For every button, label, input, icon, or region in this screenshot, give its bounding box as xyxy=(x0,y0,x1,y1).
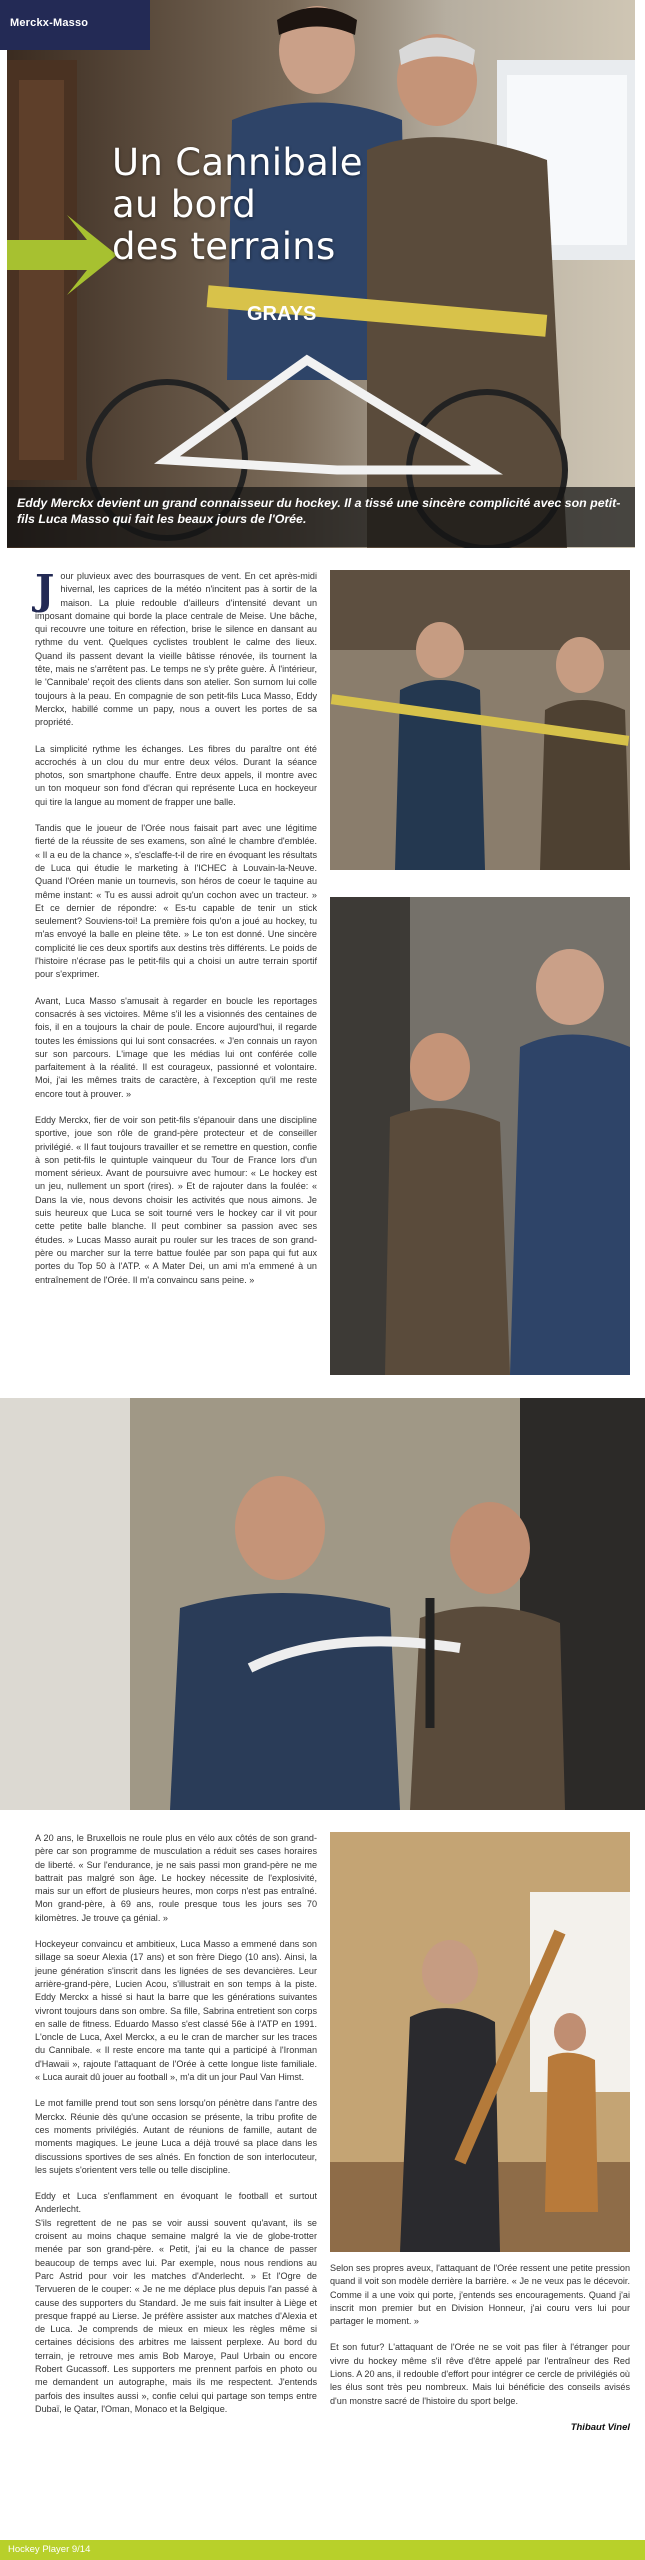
article-paragraph: Et son futur? L'attaquant de l'Orée ne se voit pas filer à l'étranger pour vivre du hockey même s'il rêve d'être appelé par l'entraîneur des Red Lions. A 20 ans, il redouble d'effort pour intégrer ce cercle de privilégiés où les élus sont très peu nombreux. Mais lui bénéficie des conseils avisés d'un monstre sacré de l'histoire du sport belge. xyxy=(330,2342,630,2406)
article-paragraph: Avant, Luca Masso s'amusait à regarder en boucle les reportages consacrés à ses victoires. Même s'il les a visionnés des centaines de fois, il en a toujours la chair de poule. Encore aujourd'hui, il regarde toutes les émissions qui lui sont consacrées. « J'en connais un rayon sur son parcours. L'image que les médias lui ont conférée colle parfaitement à la réalité. Il est courageux, passionné et volontaire. Moi, j'ai les mêmes traits de caractère, à l'exception qu'il me reste encore tout à prouver. » xyxy=(35,995,317,1099)
article-paragraph: Selon ses propres aveux, l'attaquant de l'Orée ressent une petite pression quand il voit son modèle derrière la barrière. « Je ne veux pas le décevoir. Comme il a une voix qui porte, j'entends ses encouragements. Quand j'ai inscrit mon premier but en Division Honneur, j'ai couru vers lui pour partager le moment. » xyxy=(330,2263,630,2327)
paragraph-text: our pluvieux avec des bourrasques de vent. En cet après-midi hivernal, les caprices de la météo n'incitent pas à sortir de la maison. La pluie redouble d'ailleurs d'intensité devant un imposant domaine qui borde la place centrale de Meise. Une bâche, qui recouvre une toiture en réfection, brise le silence en dansant au rythme du vent. Quelques cyclistes troublent le calme des lieux. Quand ils passent devant la vieille bâtisse rénovée, ils tournent la tête, mais ne s'arrêtent pas. Le temps ne s'y prête guère. À l'intérieur, le 'Cannibale' reçoit des clients dans son atelier. Son surnom lui colle toujours à la peau. En compagnie de son petit-fils Luca Masso, Eddy Merckx, habillé comme un papy, nous a ouvert les portes de sa propriété. xyxy=(35,571,317,728)
article-paragraph: La simplicité rythme les échanges. Les fibres du paraître ont été accrochés à un clou du mur entre deux vélos. Durant la séance photos, son smartphone chauffe. Entre deux appels, il montre avec un ton moqueur son fond d'écran qui représente Luca en hockeyeur qui tire la langue au moment de frapper une balle. xyxy=(35,743,317,807)
workshop-photo-wide xyxy=(0,1398,645,1810)
hero-photo xyxy=(7,0,635,548)
hallway-photo xyxy=(330,1832,630,2252)
headline xyxy=(112,142,432,268)
workshop-photo-1 xyxy=(330,570,630,870)
section-tag: Merckx-Masso xyxy=(0,0,150,50)
article-paragraph: Hockeyeur convaincu et ambitieux, Luca Masso a emmené dans son sillage sa soeur Alexia (17 ans) et son frère Diego (10 ans). Ainsi, la jeune génération s'inscrit dans les lignées de ses devancières. Leur arrière-grand-père, Lucien Acou, s'illustrait en son temps à la piste. Eddy Merckx a hissé si haut la barre que les générations suivantes vivront toujours dans son ombre. Sa fille, Sabrina entretient son corps en salle de fitness. Eduardo Masso s'est classé 56e à l'ATP en 1991. L'oncle de Luca, Axel Merckx, a eu le cran de marcher sur les traces du Cannibale. « Il reste encore ma tante qui a participé à l'Ironman d'Hawaii », rajoute l'attaquant de l'Orée à cette longue liste familiale. « Luca aurait dû jouer au football », m'a dit un jour Paul Van Himst. xyxy=(35,1939,317,2083)
article-paragraph: A 20 ans, le Bruxellois ne roule plus en vélo aux côtés de son grand-père car son programme de musculation a réduit ses cases horaires de liberté. « Sur l'endurance, je ne sais passi mon grand-père ne me battrait pas malgré son âge. Le hockey nécessite de l'explosivité, mais sur un effort de plusieurs heures, mon corps n'est pas entraîné. Mon grand-père, à 69 ans, roule presque tous les jours ses 70 kilomètres. Je trouve ça génial. » xyxy=(35,1833,317,1923)
drop-cap: J xyxy=(35,566,55,614)
article-paragraph: Tandis que le joueur de l'Orée nous faisait part avec une légitime fierté de la réussite de ses examens, son aîné le chambre d'emblée. « Il a eu de la chance », s'esclaffe-t-il de rire en évoquant les résultats de Luca qui étudie le marketing à l'ICHEC à Louvain-la-Neuve. Quand l'Oréen manie un tournevis, son héros de coeur le taquine au même instant: « Tu es aussi adroit qu'un cochon avec un tracteur. » Et ce dernier de répondre: « Es-tu capable de tenir un stick seulement? Souviens-toi! La première fois qu'on a joué au hockey, tu m'as envoyé la balle en pleine tête. » Le ton est donné. Une sincère complicité lie ces deux sportifs aux destins très différents. Le poids de l'histoire n'écrase pas le petit-fils qui a choisi un autre terrain sportif pour s'exprimer. xyxy=(35,823,317,980)
article-paragraph: Eddy Merckx, fier de voir son petit-fils s'épanouir dans une discipline sportive, joue son rôle de grand-père protecteur et de conseiller privilégié. « Il faut toujours travailler et se remettre en question, confie à son petit-fils le quintuple vainqueur du Tour de France lors d'un moment sérieux. Avant de poursuivre avec humour: « Le hockey est un jeu, nullement un sport (rires). » Et de rajouter dans la foulée: « Dans la vie, nous devons choisir les activités que nous aimons. Je suis heureux que Luca se soit tourné vers le hockey car il vit pour cette petite balle blanche. Il peut combiner sa passion avec ses études. » Lucas Masso aurait pu rouler sur les traces de son grand-père ou marcher sur la terre battue foulée par son papa qui fut aux portes du Top 50 à l'ATP. « A Mater Dei, un ami m'a emmené à un entraînement de l'Orée. Il m'a convaincu sans peine. » xyxy=(35,1114,317,1285)
author-byline: Thibaut Vinel xyxy=(570,2421,630,2433)
hero-caption: Eddy Merckx devient un grand connaisseur du hockey. Il a tissé une sincère complicité avec son petit-fils Luca Masso qui fait les beaux jours de l'Orée. xyxy=(7,487,635,547)
workshop-photo-2 xyxy=(330,897,630,1375)
footer-bar xyxy=(0,2540,645,2560)
headline-line: des terrains xyxy=(112,225,336,268)
article-paragraph: S'ils regrettent de ne pas se voir aussi souvent qu'avant, ils se croisent au moins chaque semaine malgré la vie de globe-trotter menée par son grand-père. « Petit, j'ai eu la chance de passer beaucoup de temps avec lui. Par exemple, nous nous rendions au Parc Astrid pour voir les matches d'Anderlecht. » Et l'Ogre de Tervueren de le couper: « Je ne me déplace plus depuis l'an passé à cause des supporters du Standard. Je me suis fait insulter à Liège et presque frappé au Lierse. Je préfère assister aux matches d'Alexia et de Luca. Je comprends de mieux en mieux les règles même si certaines décisions des arbitres me laissent perplexe. Au bord du terrain, je retrouve mes amis Bob Maroye, Paul Urbain ou encore Robert Gucassoff. Les supporters me prennent parfois en photo ou me demandent un autographe, mais ils me respectent. J'entends parfois des insultes aussi », confie celui qui partage son temps entre Dubaï, le Qatar, l'Oman, Monaco et la Belgique. xyxy=(35,2217,317,2414)
article-paragraph: Le mot famille prend tout son sens lorsqu'on pénètre dans l'antre des Merckx. Réunie dès qu'une occasion se présente, la tribu profite de ces moments privilégiés. Autant de réunions de famille, autant de moments magiques. Le jeune Luca a déjà trouvé sa place dans les discussions sportives de ses aînés. En fonction de son interlocuteur, les sujets s'orientent vers telle ou telle discipline. xyxy=(35,2098,317,2175)
headline-line: au bord xyxy=(112,183,257,226)
article-paragraph: Eddy et Luca s'enflamment en évoquant le football et surtout Anderlecht. xyxy=(35,2191,317,2215)
article-column-1 xyxy=(35,566,317,1300)
headline-line: Un Cannibale xyxy=(112,141,363,184)
article-column-2 xyxy=(35,1832,317,2429)
stick-brand-text: GRAYS xyxy=(247,303,317,325)
article-paragraph xyxy=(35,566,317,730)
article-column-3 xyxy=(330,2262,630,2447)
footer-label: Hockey Player 9/14 xyxy=(8,2544,91,2555)
